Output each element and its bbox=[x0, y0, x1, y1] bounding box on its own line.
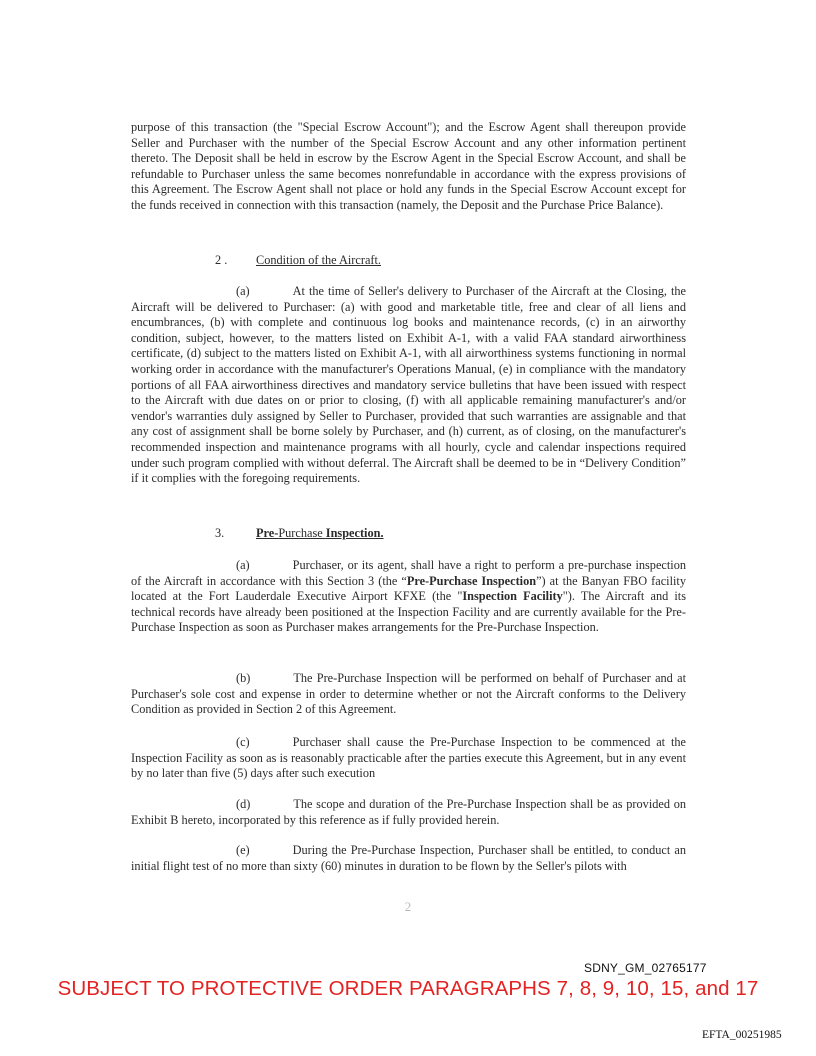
section-2a-paragraph bbox=[131, 284, 686, 487]
efta-number: EFTA_00251985 bbox=[702, 1029, 782, 1041]
defined-term-inspection-facility: Inspection Facility bbox=[462, 589, 563, 604]
section-3c-label: (c) bbox=[236, 735, 250, 749]
section-3e-text: During the Pre-Purchase Inspection, Purchaser shall be entitled, to conduct an initial flight test of no more than sixty (60) minutes in duration to be flown by the Seller's pilots with bbox=[131, 843, 686, 873]
section-2-heading bbox=[215, 252, 381, 268]
section-3b-paragraph bbox=[131, 671, 686, 718]
section-3e-paragraph bbox=[131, 843, 686, 874]
section-3d-paragraph bbox=[131, 797, 686, 828]
escrow-paragraph bbox=[131, 120, 686, 214]
section-3c-paragraph bbox=[131, 735, 686, 782]
protective-order-notice: SUBJECT TO PROTECTIVE ORDER PARAGRAPHS 7, 8, 9, 10, 15, and 17 bbox=[57, 977, 759, 1000]
section-2-number: 2 . bbox=[215, 253, 228, 267]
section-3d-label: (d) bbox=[236, 797, 251, 811]
section-3b-text: The Pre-Purchase Inspection will be performed on behalf of Purchaser and at Purchaser's sole cost and expense in order to determine whether or not the Aircraft conforms to the Delivery Condition as provided in Section 2 of this Agreement. bbox=[131, 671, 686, 717]
section-3a-paragraph: (a) Purchaser, or its agent, shall have a right to perform a pre-purchase inspection of the Aircraft in accordance with this Section 3 (the “Pre-Purchase Inspection”) at the Banyan FBO facility located at the Fort Lauderdale Executive Airport KFXE (the "Inspection Facility"). The Aircraft and its technical records have already been positioned at the Inspection Facility and are currently available for the Pre-Purchase Inspection as soon as Purchaser makes arrangements for the Pre-Purchase Inspection. bbox=[131, 558, 686, 635]
defined-term-pre-purchase-inspection: Pre-Purchase Inspection bbox=[406, 573, 537, 588]
section-3-title: Pre-Purchase Inspection. bbox=[256, 526, 384, 540]
section-2a-text: At the time of Seller's delivery to Purchaser of the Aircraft at the Closing, the Aircraft will be delivered to Purchaser: (a) with good and marketable title, free and clear of all liens and encumbrances, (b) with complete and continuous log books and maintenance records, (c) in an airworthy condition, subject, however, to the matters listed on Exhibit A-1, with a valid FAA standard airworthiness certificate, (d) subject to the matters listed on Exhibit A-1, with all airworthiness systems functioning in normal working order in accordance with the manufacturer's Operations Manual, (e) in compliance with the mandatory portions of all FAA airworthiness directives and mandatory service bulletins that have been issued with respect to the Aircraft with due dates on or prior to closing, (f) with all applicable remaining manufacturer's and/or vendor's warranties duly assigned by Seller to Purchaser, provided that such warranties are assignable and that any cost of assignment shall be borne solely by Purchaser, and (h) current, as of closing, on the manufacturer's recommended inspection and maintenance programs with all hourly, cycle and calendar inspections required under such program complied with without deferral. The Aircraft shall be deemed to be in “Delivery Condition” if it complies with the foregoing requirements. bbox=[131, 284, 686, 486]
page-number: 2 bbox=[404, 899, 412, 914]
section-3d-text: The scope and duration of the Pre-Purchase Inspection shall be as provided on Exhibit B hereto, incorporated by this reference as if fully provided herein. bbox=[131, 797, 686, 827]
escrow-paragraph-text: purpose of this transaction (the "Special Escrow Account"); and the Escrow Agent shall thereupon provide Seller and Purchaser with the number of the Special Escrow Account and any other information pertinent thereto. The Deposit shall be held in escrow by the Escrow Agent in the Special Escrow Account, and shall be refundable to Purchaser unless the same becomes nonrefundable in accordance with the express provisions of this Agreement. The Escrow Agent shall not place or hold any funds in the Special Escrow Account except for the funds received in connection with this transaction (namely, the Deposit and the Purchase Price Balance). bbox=[131, 120, 686, 212]
section-3e-label: (e) bbox=[236, 843, 250, 857]
section-3-heading bbox=[215, 525, 384, 541]
bates-number: SDNY_GM_02765177 bbox=[584, 961, 707, 975]
section-2a-label: (a) bbox=[236, 284, 250, 298]
section-3b-label: (b) bbox=[236, 671, 251, 685]
section-3-number: 3. bbox=[215, 526, 225, 540]
section-2-title: Condition of the Aircraft. bbox=[256, 253, 381, 267]
section-3c-text: Purchaser shall cause the Pre-Purchase Inspection to be commenced at the Inspection Facility as soon as is reasonably practicable after the parties execute this Agreement, but in any event by no later than five (5) days after such execution bbox=[131, 735, 686, 781]
section-3a-label: (a) bbox=[236, 558, 250, 572]
